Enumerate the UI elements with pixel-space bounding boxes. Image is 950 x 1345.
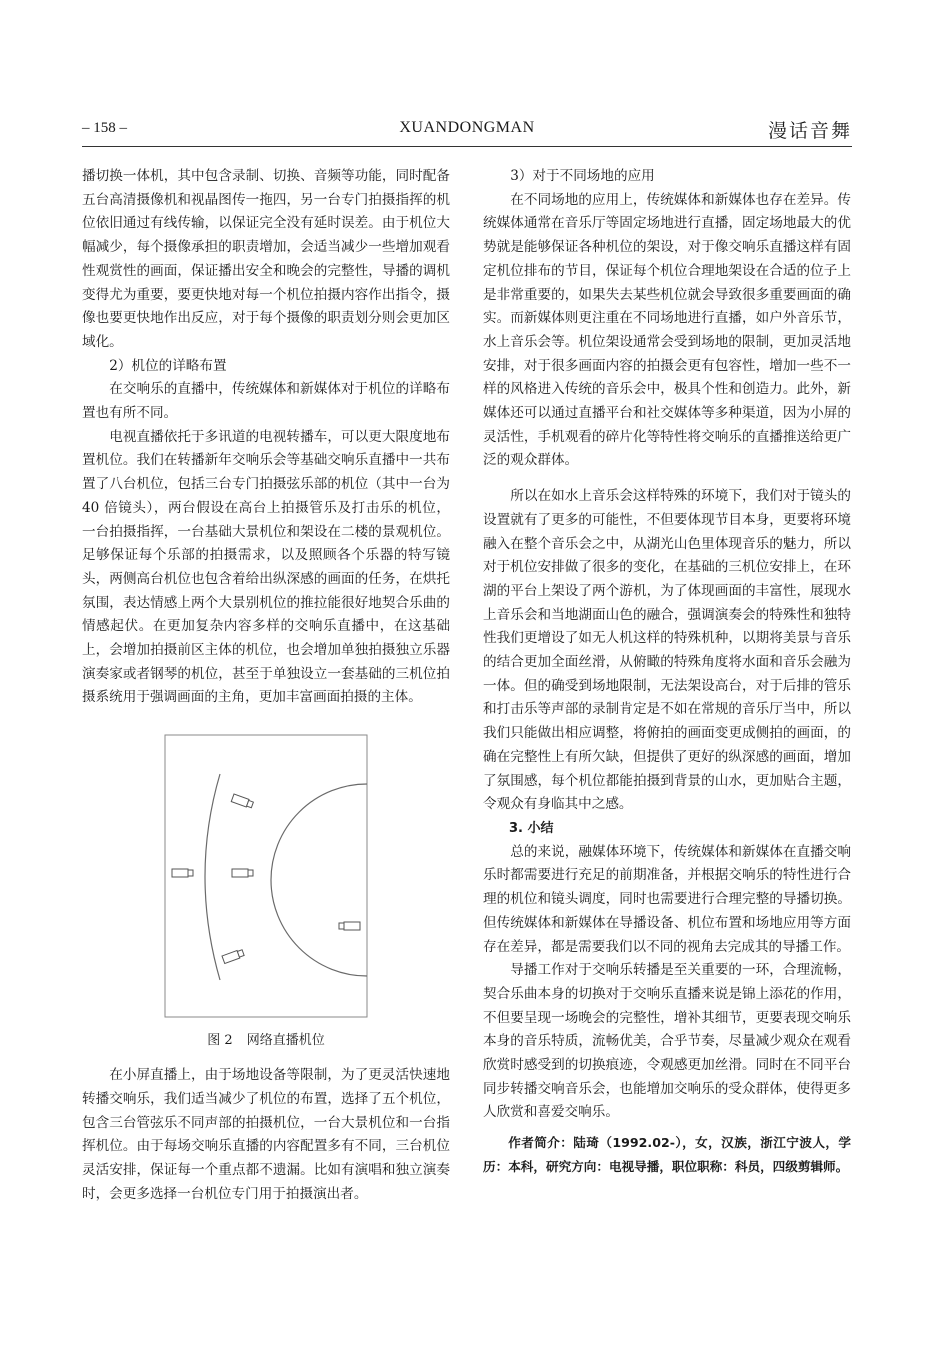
figure-title: 网络直播机位 — [246, 1033, 325, 1049]
right-paragraph-1: 在不同场地的应用上，传统媒体和新媒体也存在差异。传统媒体通常在音乐厅等固定场地进行直播，固定场地最大的优势就是能够保证各种机位的架设，对于像交响乐直播这样有固定机位排布的节目，保证每个机位合理地架设在合适的位子上是非常重要的，如果失去某些机位就会导致很多重要画面的确实。而新媒体则更注重在不同场地进行直播，如户外音乐节，水上音乐会等。机位架设通常会受到场地的限制，更加灵活地安排，对于很多画面内容的拍摄会更有包容性，增加一些不一样的风格进入传统的音乐会中，极具个性和创造力。此外，新媒体还可以通过直播平台和社交媒体等多种渠道，因为小屏的灵活性，手机观看的碎片化等特性将交响乐的直播推送给更广泛的观众群体。 — [483, 191, 851, 469]
left-paragraph-4: 在小屏直播上，由于场地设备等限制，为了更灵活快速地转播交响乐，我们适当减少了机位的布置，选择了五个机位，包含三台管弦乐不同声部的拍摄机位，一台大景机位和一台指挥机位。由于每场交响乐直播的内容配置多有不同，三台机位灵活安排，保证每一个重点都不遗漏。比如有演唱和独立演奏时，会更多选择一台机位专门用于拍摄演出者。 — [82, 1067, 450, 1202]
page-number: – 158 – — [82, 120, 127, 136]
camera-icon-top — [231, 794, 253, 809]
left-paragraph-3: 电视直播依托于多讯道的电视转播车，可以更大限度地布置机位。我们在转播新年交响乐会等基础交响乐直播中一共布置了八台机位，包括三台专门拍摄弦乐部的机位（其中一台为 40 倍镜头），两台假设在高台上拍摄管乐及打击乐的机位，一台拍摄指挥，一台基础大景机位和架设在二楼的景观机位。足够保证每个乐部的拍摄需求，以及照顾各个乐器的特写镜头，两侧高台机位也包含着给出纵深感的画面的任务，在烘托氛围，表达情感上两个大景别机位的推拉能很好地契合乐曲的情感起伏。在更加复杂内容多样的交响乐直播中，在这基础上，会增加拍摄前区主体的机位，也会增加单独拍摄独立乐器演奏家或者钢琴的机位，甚至于单独设立一套基础的三机位拍摄系统用于强调画面的主角，更加丰富画面拍摄的主体。 — [82, 428, 450, 706]
page-header — [82, 116, 852, 144]
left-column — [82, 165, 450, 1206]
camera-icon-bottom — [222, 949, 244, 964]
subheading-layout: 2）机位的详略布置 — [109, 357, 227, 374]
camera-icon-left — [172, 869, 193, 877]
figure-camera-layout — [82, 734, 450, 1064]
arc-left — [205, 774, 220, 980]
camera-icon-right — [339, 922, 360, 930]
stage-frame — [165, 735, 367, 1017]
left-paragraph-2: 在交响乐的直播中，传统媒体和新媒体对于机位的详略布置也有所不同。 — [82, 381, 450, 422]
arc-right — [271, 784, 367, 976]
magazine-chinese-title: 漫话音舞 — [767, 120, 852, 142]
right-paragraph-2: 所以在如水上音乐会这样特殊的环境下，我们对于镜头的设置就有了更多的可能性，不但要体现节目本身，更要将环境融入在整个音乐会之中，从湖光山色里体现音乐的魅力，所以对于机位安排做了很多的变化，在基础的三机位安排上，在环湖的平台上架设了两个游机，为了体现画面的丰富性，展现水上音乐会和当地湖面山色的融合，强调演奏会的特殊性和独特性我们更增设了如无人机这样的特殊机种，以期将美景与音乐的结合更加全面丝滑，从俯瞰的特殊角度将水面和音乐会融为一体。但的确受到场地限制，无法架设高台，对于后排的管乐和打击乐等声部的录制肯定是不如在常规的音乐厅当中，所以我们只能做出相应调整，将俯拍的画面变更成侧拍的画面，的确在完整性上有所欠缺，但提供了更好的纵深感的画面，增加了氛围感，每个机位都能拍摄到背景的山水，更加贴合主题，令观众有身临其中之感。 — [483, 488, 851, 813]
section-heading-summary: 3. 小结 — [509, 820, 554, 836]
figure-label: 图 2 — [207, 1033, 233, 1049]
figure-caption — [82, 1029, 450, 1053]
right-column — [483, 165, 851, 1179]
author-bio: 作者简介：陆琦（1992.02-），女，汉族，浙江宁波人，学历：本科，研究方向：电视导播，职位职称：科员，四级剪辑师。 — [483, 1135, 851, 1174]
camera-layout-diagram — [164, 734, 368, 1018]
header-rule — [82, 146, 852, 147]
magazine-title: XUANDONGMAN — [399, 119, 535, 136]
camera-icon-center — [232, 869, 253, 877]
right-paragraph-4: 导播工作对于交响乐转播是至关重要的一环，合理流畅，契合乐曲本身的切换对于交响乐直播来说是锦上添花的作用，不但要呈现一场晚会的完整性，增补其细节，更要表现交响乐本身的音乐特质，流畅优美，合乎节奏，尽量减少观众在观看欣赏时感受到的切换痕迹，令观感更加丝滑。同时在不同平台同步转播交响音乐会，也能增加交响乐的受众群体，使得更多人欣赏和喜爱交响乐。 — [483, 962, 851, 1121]
subheading-venues: 3）对于不同场地的应用 — [510, 168, 655, 184]
left-paragraph-1: 播切换一体机，其中包含录制、切换、音频等功能，同时配备五台高清摄像机和视晶图传一拖四，另一台专门拍摄指挥的机位依旧通过有线传输，以保证完全没有延时误差。由于机位大幅减少，每个摄像承担的职责增加，会适当减少一些增加观看性观赏性的画面，保证播出安全和晚会的完整性，导播的调机变得尤为重要，要更快地对每一个机位拍摄内容作出指令，摄像也要更快地作出反应，对于每个摄像的职责划分则会更加区域化。 — [82, 168, 450, 350]
right-paragraph-3: 总的来说，融媒体环境下，传统媒体和新媒体在直播交响乐时都需要进行充足的前期准备，并根据交响乐的特性进行合理的机位和镜头调度，同时也需要进行合理完整的导播切换。但传统媒体和新媒体在导播设备、机位布置和场地应用等方面存在差异，都是需要我们以不同的视角去完成其的导播工作。 — [483, 843, 851, 955]
